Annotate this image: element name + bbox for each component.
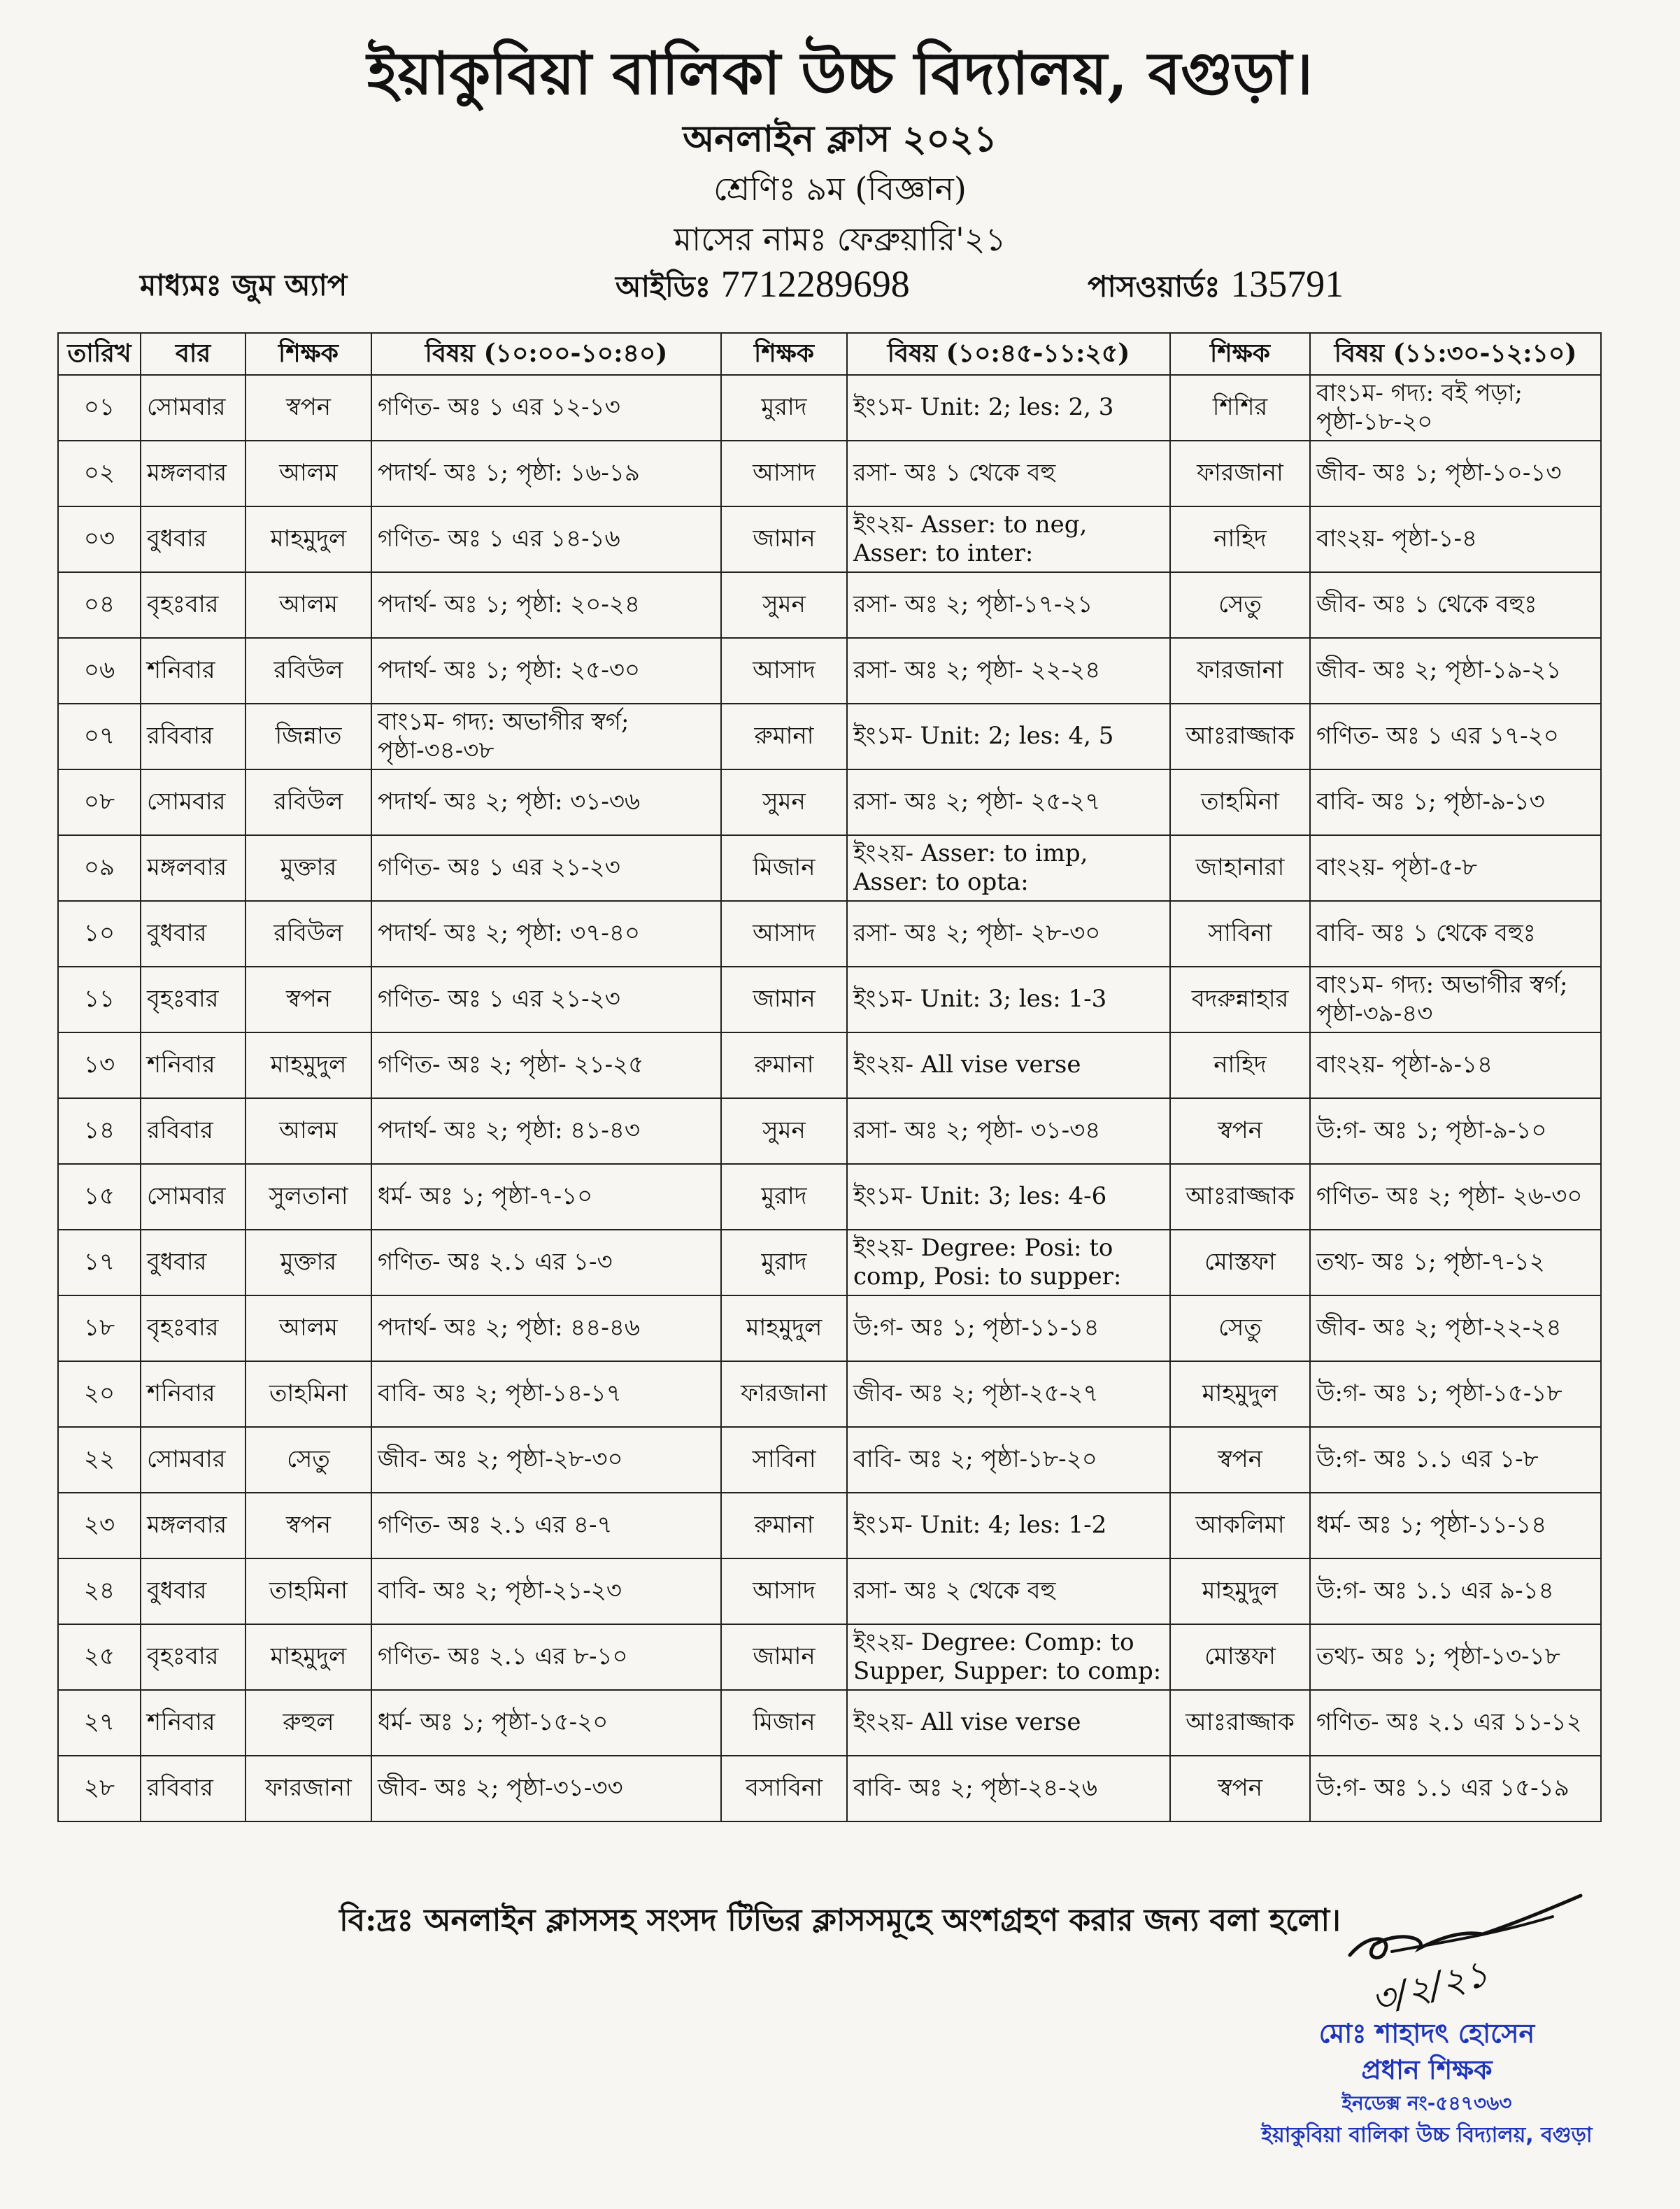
table-row xyxy=(58,638,1601,704)
cell-teacher-3: মোস্তফা xyxy=(1170,1624,1310,1690)
cell-teacher-1: মুক্তার xyxy=(245,1230,371,1295)
cell-subject-3: গণিত- অঃ ১ এর ১৭-২০ xyxy=(1310,704,1601,769)
cell-teacher-2: বসাবিনা xyxy=(721,1756,847,1821)
cell-teacher-2: মুরাদ xyxy=(721,1164,847,1230)
cell-date: ২৪ xyxy=(58,1558,141,1624)
cell-teacher-3: জাহানারা xyxy=(1170,835,1310,901)
cell-teacher-2: মিজান xyxy=(721,835,847,901)
cell-day: সোমবার xyxy=(141,1164,245,1230)
cell-subject-3: বাবি- অঃ ১ থেকে বহুঃ xyxy=(1310,901,1601,967)
cell-subject-2: ইং২য়- Asser: to imp, Asser: to opta: xyxy=(847,835,1170,901)
cell-day: বৃহঃবার xyxy=(141,1295,245,1361)
cell-teacher-2: আসাদ xyxy=(721,1558,847,1624)
cell-teacher-1: তাহমিনা xyxy=(245,1558,371,1624)
cell-teacher-1: মাহমুদুল xyxy=(245,1032,371,1098)
cell-subject-3: বাং১ম- গদ্য: অভাগীর স্বর্গ; পৃষ্ঠা-৩৯-৪৩ xyxy=(1310,967,1601,1032)
cell-subject-3: গণিত- অঃ ২; পৃষ্ঠা- ২৬-৩০ xyxy=(1310,1164,1601,1230)
password-label: পাসওয়ার্ডঃ xyxy=(1088,269,1220,304)
cell-subject-3: ধর্ম- অঃ ১; পৃষ্ঠা-১১-১৪ xyxy=(1310,1493,1601,1558)
table-body xyxy=(58,375,1601,1821)
cell-date: ২৩ xyxy=(58,1493,141,1558)
cell-teacher-3: ফারজানা xyxy=(1170,638,1310,704)
cell-teacher-3: আঃরাজ্জাক xyxy=(1170,1690,1310,1756)
cell-subject-1: পদার্থ- অঃ ২; পৃষ্ঠা: ৩১-৩৬ xyxy=(371,769,721,835)
cell-teacher-3: স্বপন xyxy=(1170,1098,1310,1164)
table-row xyxy=(58,1690,1601,1756)
cell-subject-3: জীব- অঃ ২; পৃষ্ঠা-২২-২৪ xyxy=(1310,1295,1601,1361)
stamp-designation: প্রধান শিক্ষক xyxy=(1361,2054,1493,2085)
cell-teacher-3: বদরুন্নাহার xyxy=(1170,967,1310,1032)
cell-teacher-2: মুরাদ xyxy=(721,1230,847,1295)
cell-date: ২০ xyxy=(58,1361,141,1427)
cell-date: ১৫ xyxy=(58,1164,141,1230)
table-row xyxy=(58,704,1601,769)
cell-subject-1: গণিত- অঃ ২.১ এর ৪-৭ xyxy=(371,1493,721,1558)
table-row xyxy=(58,1295,1601,1361)
cell-teacher-1: মাহমুদুল xyxy=(245,1624,371,1690)
meeting-id-value: 7712289698 xyxy=(720,263,910,305)
cell-teacher-3: ফারজানা xyxy=(1170,441,1310,506)
cell-subject-2: ইং২য়- Degree: Comp: to Supper, Supper: to comp: xyxy=(847,1624,1170,1690)
cell-teacher-2: রুমানা xyxy=(721,1032,847,1098)
table-row xyxy=(58,1361,1601,1427)
cell-subject-2: ইং১ম- Unit: 3; les: 4-6 xyxy=(847,1164,1170,1230)
signature-date: ৩/২/২১ xyxy=(1367,1952,1493,2022)
cell-teacher-1: আলম xyxy=(245,572,371,638)
cell-teacher-1: রুহুল xyxy=(245,1690,371,1756)
cell-subject-1: গণিত- অঃ ২.১ এর ৮-১০ xyxy=(371,1624,721,1690)
cell-date: ২৫ xyxy=(58,1624,141,1690)
cell-date: ২৭ xyxy=(58,1690,141,1756)
cell-subject-3: উ:গ- অঃ ১; পৃষ্ঠা-৯-১০ xyxy=(1310,1098,1601,1164)
cell-subject-2: উ:গ- অঃ ১; পৃষ্ঠা-১১-১৪ xyxy=(847,1295,1170,1361)
cell-subject-1: ধর্ম- অঃ ১; পৃষ্ঠা-৭-১০ xyxy=(371,1164,721,1230)
cell-teacher-3: মাহমুদুল xyxy=(1170,1361,1310,1427)
class-label: শ্রেণিঃ ৯ম (বিজ্ঞান) xyxy=(713,170,967,208)
cell-teacher-3: মোস্তফা xyxy=(1170,1230,1310,1295)
cell-subject-3: উ:গ- অঃ ১.১ এর ১-৮ xyxy=(1310,1427,1601,1493)
cell-teacher-2: সুমন xyxy=(721,769,847,835)
cell-day: সোমবার xyxy=(141,1427,245,1493)
cell-teacher-3: সেতু xyxy=(1170,1295,1310,1361)
cell-day: শনিবার xyxy=(141,638,245,704)
table-row xyxy=(58,1230,1601,1295)
cell-day: রবিবার xyxy=(141,1098,245,1164)
header-date: তারিখ xyxy=(58,333,141,375)
table-row xyxy=(58,1493,1601,1558)
cell-subject-2: রসা- অঃ ২; পৃষ্ঠা- ২৮-৩০ xyxy=(847,901,1170,967)
cell-day: শনিবার xyxy=(141,1361,245,1427)
cell-subject-2: ইং১ম- Unit: 3; les: 1-3 xyxy=(847,967,1170,1032)
cell-teacher-2: জামান xyxy=(721,506,847,572)
cell-teacher-1: রবিউল xyxy=(245,638,371,704)
cell-subject-2: রসা- অঃ ২; পৃষ্ঠা- ২৫-২৭ xyxy=(847,769,1170,835)
cell-subject-2: ইং১ম- Unit: 2; les: 2, 3 xyxy=(847,375,1170,441)
cell-teacher-3: শিশির xyxy=(1170,375,1310,441)
cell-teacher-3: আঃরাজ্জাক xyxy=(1170,1164,1310,1230)
cell-subject-3: বাবি- অঃ ১; পৃষ্ঠা-৯-১৩ xyxy=(1310,769,1601,835)
cell-subject-3: জীব- অঃ ১ থেকে বহুঃ xyxy=(1310,572,1601,638)
table-row xyxy=(58,1558,1601,1624)
stamp-name: মোঃ শাহাদৎ হোসেন xyxy=(1318,2018,1535,2049)
cell-subject-2: রসা- অঃ ১ থেকে বহু xyxy=(847,441,1170,506)
cell-subject-3: উ:গ- অঃ ১; পৃষ্ঠা-১৫-১৮ xyxy=(1310,1361,1601,1427)
cell-teacher-1: সুলতানা xyxy=(245,1164,371,1230)
cell-subject-1: পদার্থ- অঃ ২; পৃষ্ঠা: ৪৪-৪৬ xyxy=(371,1295,721,1361)
cell-subject-1: বাবি- অঃ ২; পৃষ্ঠা-২১-২৩ xyxy=(371,1558,721,1624)
medium-label: মাধ্যমঃ জুম অ্যাপ xyxy=(140,268,348,302)
cell-teacher-1: মুক্তার xyxy=(245,835,371,901)
stamp-school: ইয়াকুবিয়া বালিকা উচ্চ বিদ্যালয়, বগুড়া xyxy=(1261,2123,1593,2147)
header-teacher-1: শিক্ষক xyxy=(245,333,371,375)
cell-subject-3: গণিত- অঃ ২.১ এর ১১-১২ xyxy=(1310,1690,1601,1756)
cell-day: শনিবার xyxy=(141,1690,245,1756)
cell-teacher-2: আসাদ xyxy=(721,441,847,506)
cell-teacher-3: আঃরাজ্জাক xyxy=(1170,704,1310,769)
cell-subject-2: ইং১ম- Unit: 2; les: 4, 5 xyxy=(847,704,1170,769)
cell-teacher-3: আকলিমা xyxy=(1170,1493,1310,1558)
cell-subject-1: ধর্ম- অঃ ১; পৃষ্ঠা-১৫-২০ xyxy=(371,1690,721,1756)
table-row xyxy=(58,901,1601,967)
cell-date: ০২ xyxy=(58,441,141,506)
cell-subject-1: বাবি- অঃ ২; পৃষ্ঠা-১৪-১৭ xyxy=(371,1361,721,1427)
cell-subject-3: তথ্য- অঃ ১; পৃষ্ঠা-৭-১২ xyxy=(1310,1230,1601,1295)
cell-date: ০৯ xyxy=(58,835,141,901)
cell-subject-3: বাং১ম- গদ্য: বই পড়া; পৃষ্ঠা-১৮-২০ xyxy=(1310,375,1601,441)
cell-teacher-1: ফারজানা xyxy=(245,1756,371,1821)
school-title: ইয়াকুবিয়া বালিকা উচ্চ বিদ্যালয়, বগুড়া। xyxy=(366,38,1314,108)
cell-date: ১০ xyxy=(58,901,141,967)
online-class-heading: অনলাইন ক্লাস ২০২১ xyxy=(683,118,997,160)
cell-subject-3: উ:গ- অঃ ১.১ এর ৯-১৪ xyxy=(1310,1558,1601,1624)
cell-teacher-2: মিজান xyxy=(721,1690,847,1756)
cell-subject-1: জীব- অঃ ২; পৃষ্ঠা-৩১-৩৩ xyxy=(371,1756,721,1821)
header-day: বার xyxy=(141,333,245,375)
class-routine-table xyxy=(57,332,1602,1822)
cell-teacher-2: সুমন xyxy=(721,572,847,638)
header-subject-2: বিষয় (১০:৪৫-১১:২৫) xyxy=(847,333,1170,375)
cell-date: ২২ xyxy=(58,1427,141,1493)
cell-subject-2: বাবি- অঃ ২; পৃষ্ঠা-১৮-২০ xyxy=(847,1427,1170,1493)
table-row xyxy=(58,375,1601,441)
header-subject-1: বিষয় (১০:০০-১০:৪০) xyxy=(371,333,721,375)
cell-teacher-2: মুরাদ xyxy=(721,375,847,441)
table-row xyxy=(58,572,1601,638)
cell-date: ২৮ xyxy=(58,1756,141,1821)
cell-subject-1: পদার্থ- অঃ ১; পৃষ্ঠা: ১৬-১৯ xyxy=(371,441,721,506)
cell-subject-3: উ:গ- অঃ ১.১ এর ১৫-১৯ xyxy=(1310,1756,1601,1821)
cell-day: মঙ্গলবার xyxy=(141,835,245,901)
cell-day: বৃহঃবার xyxy=(141,572,245,638)
cell-day: সোমবার xyxy=(141,769,245,835)
cell-teacher-3: স্বপন xyxy=(1170,1427,1310,1493)
cell-subject-2: ইং২য়- All vise verse xyxy=(847,1690,1170,1756)
cell-subject-2: জীব- অঃ ২; পৃষ্ঠা-২৫-২৭ xyxy=(847,1361,1170,1427)
cell-date: ১৮ xyxy=(58,1295,141,1361)
month-label: মাসের নামঃ ফেব্রুয়ারি'২১ xyxy=(674,220,1006,258)
meeting-id xyxy=(615,262,910,313)
cell-date: ১৪ xyxy=(58,1098,141,1164)
table-row xyxy=(58,1164,1601,1230)
cell-teacher-1: রবিউল xyxy=(245,769,371,835)
cell-subject-2: রসা- অঃ ২ থেকে বহু xyxy=(847,1558,1170,1624)
cell-teacher-1: আলম xyxy=(245,1098,371,1164)
cell-date: ০১ xyxy=(58,375,141,441)
cell-teacher-2: আসাদ xyxy=(721,901,847,967)
cell-subject-2: ইং২য়- Asser: to neg, Asser: to inter: xyxy=(847,506,1170,572)
cell-teacher-3: নাহিদ xyxy=(1170,506,1310,572)
cell-subject-3: জীব- অঃ ১; পৃষ্ঠা-১০-১৩ xyxy=(1310,441,1601,506)
cell-subject-1: গণিত- অঃ ১ এর ১২-১৩ xyxy=(371,375,721,441)
table-row xyxy=(58,441,1601,506)
cell-date: ১১ xyxy=(58,967,141,1032)
cell-day: বুধবার xyxy=(141,901,245,967)
cell-teacher-3: তাহমিনা xyxy=(1170,769,1310,835)
cell-subject-1: গণিত- অঃ ১ এর ২১-২৩ xyxy=(371,967,721,1032)
cell-teacher-2: রুমানা xyxy=(721,1493,847,1558)
cell-teacher-1: জিন্নাত xyxy=(245,704,371,769)
cell-teacher-3: মাহমুদুল xyxy=(1170,1558,1310,1624)
cell-day: রবিবার xyxy=(141,1756,245,1821)
table-row xyxy=(58,1427,1601,1493)
cell-subject-3: বাং২য়- পৃষ্ঠা-১-৪ xyxy=(1310,506,1601,572)
cell-teacher-1: স্বপন xyxy=(245,1493,371,1558)
cell-date: ০৮ xyxy=(58,769,141,835)
cell-date: ০৪ xyxy=(58,572,141,638)
cell-subject-3: বাং২য়- পৃষ্ঠা-৫-৮ xyxy=(1310,835,1601,901)
cell-date: ১৩ xyxy=(58,1032,141,1098)
cell-day: বুধবার xyxy=(141,1558,245,1624)
cell-subject-3: তথ্য- অঃ ১; পৃষ্ঠা-১৩-১৮ xyxy=(1310,1624,1601,1690)
cell-day: বুধবার xyxy=(141,1230,245,1295)
cell-teacher-2: সুমন xyxy=(721,1098,847,1164)
cell-subject-2: রসা- অঃ ২; পৃষ্ঠা-১৭-২১ xyxy=(847,572,1170,638)
cell-teacher-1: তাহমিনা xyxy=(245,1361,371,1427)
cell-subject-2: রসা- অঃ ২; পৃষ্ঠা- ২২-২৪ xyxy=(847,638,1170,704)
table-row xyxy=(58,1032,1601,1098)
cell-day: শনিবার xyxy=(141,1032,245,1098)
cell-teacher-1: আলম xyxy=(245,441,371,506)
cell-teacher-2: আসাদ xyxy=(721,638,847,704)
cell-day: মঙ্গলবার xyxy=(141,441,245,506)
cell-subject-2: ইং১ম- Unit: 4; les: 1-2 xyxy=(847,1493,1170,1558)
cell-date: ০৬ xyxy=(58,638,141,704)
cell-subject-1: গণিত- অঃ ২.১ এর ১-৩ xyxy=(371,1230,721,1295)
header-subject-3: বিষয় (১১:৩০-১২:১০) xyxy=(1310,333,1601,375)
cell-day: বৃহঃবার xyxy=(141,967,245,1032)
table-row xyxy=(58,1098,1601,1164)
cell-day: রবিবার xyxy=(141,704,245,769)
cell-subject-1: পদার্থ- অঃ ২; পৃষ্ঠা: ৩৭-৪০ xyxy=(371,901,721,967)
cell-teacher-2: জামান xyxy=(721,1624,847,1690)
cell-subject-1: গণিত- অঃ ২; পৃষ্ঠা- ২১-২৫ xyxy=(371,1032,721,1098)
cell-teacher-2: ফারজানা xyxy=(721,1361,847,1427)
cell-subject-1: জীব- অঃ ২; পৃষ্ঠা-২৮-৩০ xyxy=(371,1427,721,1493)
cell-subject-1: বাং১ম- গদ্য: অভাগীর স্বর্গ; পৃষ্ঠা-৩৪-৩৮ xyxy=(371,704,721,769)
table-row xyxy=(58,1756,1601,1821)
cell-teacher-1: আলম xyxy=(245,1295,371,1361)
cell-date: ০৩ xyxy=(58,506,141,572)
meeting-id-label: আইডিঃ xyxy=(615,269,711,304)
cell-subject-1: গণিত- অঃ ১ এর ২১-২৩ xyxy=(371,835,721,901)
cell-date: ১৭ xyxy=(58,1230,141,1295)
cell-teacher-2: রুমানা xyxy=(721,704,847,769)
meeting-password xyxy=(1088,262,1344,313)
cell-teacher-2: সাবিনা xyxy=(721,1427,847,1493)
cell-teacher-3: সেতু xyxy=(1170,572,1310,638)
cell-day: বৃহঃবার xyxy=(141,1624,245,1690)
cell-subject-1: গণিত- অঃ ১ এর ১৪-১৬ xyxy=(371,506,721,572)
cell-subject-2: ইং২য়- Degree: Posi: to comp, Posi: to supper: xyxy=(847,1230,1170,1295)
cell-day: বুধবার xyxy=(141,506,245,572)
cell-teacher-1: রবিউল xyxy=(245,901,371,967)
cell-subject-1: পদার্থ- অঃ ২; পৃষ্ঠা: ৪১-৪৩ xyxy=(371,1098,721,1164)
cell-subject-2: বাবি- অঃ ২; পৃষ্ঠা-২৪-২৬ xyxy=(847,1756,1170,1821)
cell-teacher-1: সেতু xyxy=(245,1427,371,1493)
table-row xyxy=(58,967,1601,1032)
footnote: বি:দ্রঃ অনলাইন ক্লাসসহ সংসদ টিভির ক্লাসসমূহে অংশগ্রহণ করার জন্য বলা হলো। xyxy=(339,1903,1341,1938)
cell-teacher-1: স্বপন xyxy=(245,967,371,1032)
table-row xyxy=(58,835,1601,901)
cell-subject-3: বাং২য়- পৃষ্ঠা-৯-১৪ xyxy=(1310,1032,1601,1098)
cell-teacher-1: মাহমুদুল xyxy=(245,506,371,572)
cell-teacher-1: স্বপন xyxy=(245,375,371,441)
cell-day: সোমবার xyxy=(141,375,245,441)
cell-day: মঙ্গলবার xyxy=(141,1493,245,1558)
table-row xyxy=(58,506,1601,572)
cell-date: ০৭ xyxy=(58,704,141,769)
cell-subject-1: পদার্থ- অঃ ১; পৃষ্ঠা: ২৫-৩০ xyxy=(371,638,721,704)
cell-teacher-2: মাহমুদুল xyxy=(721,1295,847,1361)
table-header-row xyxy=(58,333,1601,375)
header-teacher-3: শিক্ষক xyxy=(1170,333,1310,375)
cell-teacher-3: স্বপন xyxy=(1170,1756,1310,1821)
cell-teacher-3: নাহিদ xyxy=(1170,1032,1310,1098)
stamp-index: ইনডেক্স নং-৫৪৭৩৬৩ xyxy=(1341,2091,1512,2115)
table-row xyxy=(58,769,1601,835)
cell-subject-3: জীব- অঃ ২; পৃষ্ঠা-১৯-২১ xyxy=(1310,638,1601,704)
cell-teacher-3: সাবিনা xyxy=(1170,901,1310,967)
header-teacher-2: শিক্ষক xyxy=(721,333,847,375)
cell-subject-1: পদার্থ- অঃ ১; পৃষ্ঠা: ২০-২৪ xyxy=(371,572,721,638)
table-row xyxy=(58,1624,1601,1690)
cell-subject-2: রসা- অঃ ২; পৃষ্ঠা- ৩১-৩৪ xyxy=(847,1098,1170,1164)
password-value: 135791 xyxy=(1230,263,1344,305)
cell-subject-2: ইং২য়- All vise verse xyxy=(847,1032,1170,1098)
cell-teacher-2: জামান xyxy=(721,967,847,1032)
